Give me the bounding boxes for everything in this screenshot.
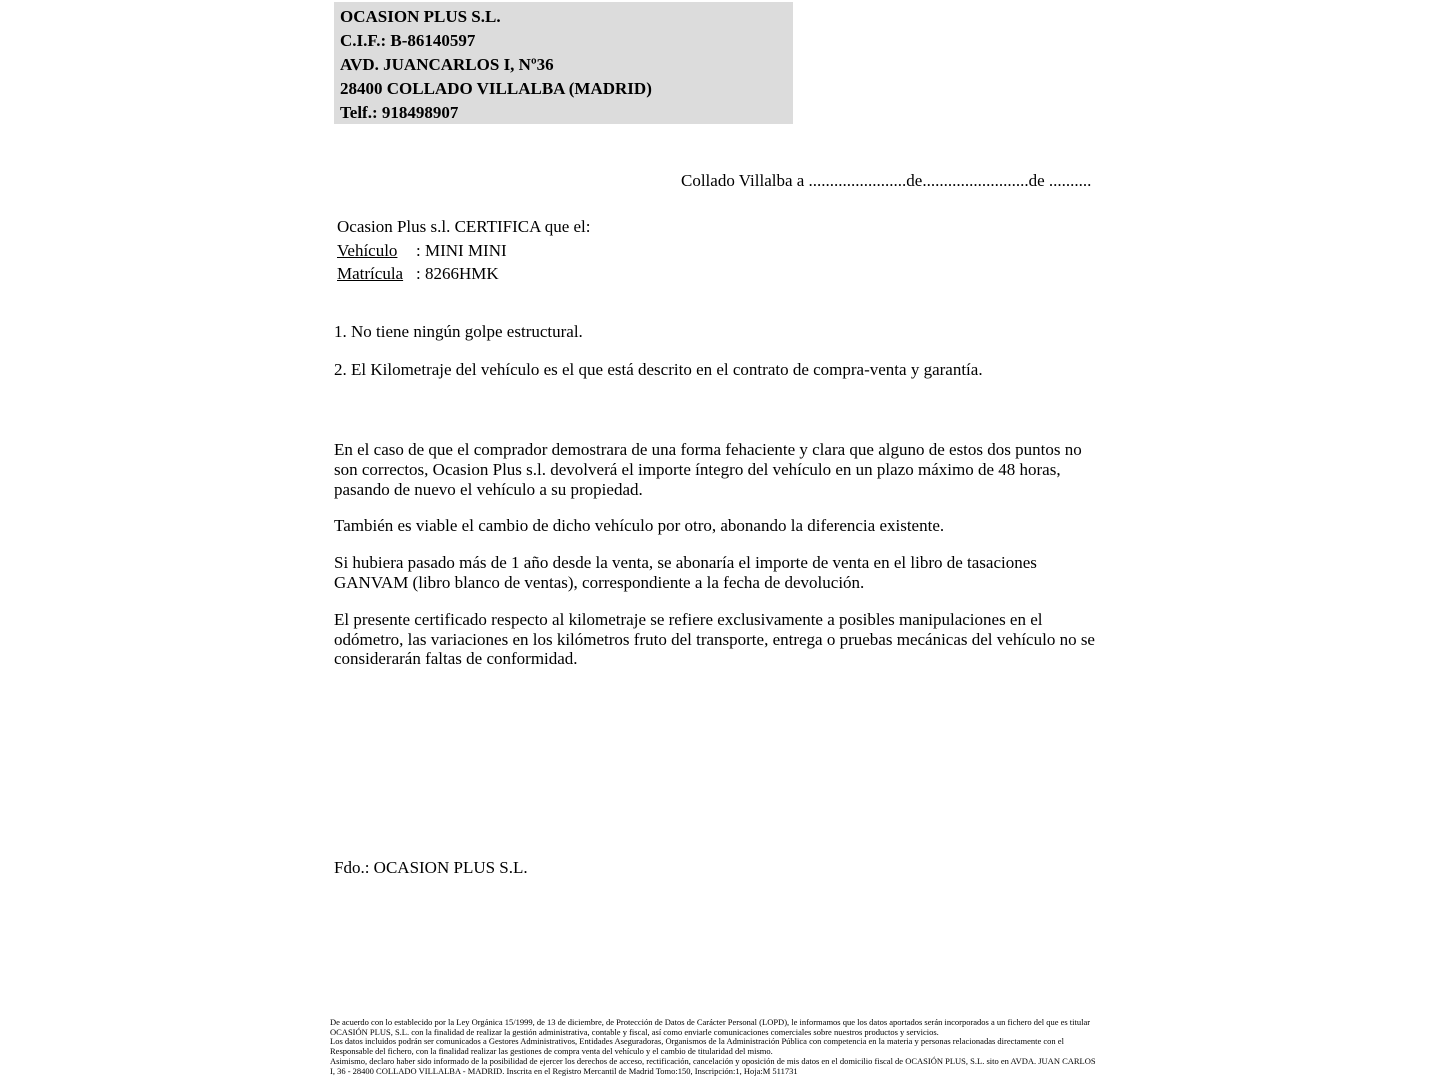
- point-2: 2. El Kilometraje del vehículo es el que está descrito en el contrato de compra-venta y garantía.: [334, 360, 983, 379]
- points-block: [334, 322, 1114, 398]
- certify-block: [337, 215, 591, 286]
- footer-paragraph-data-sharing: Los datos incluidos podrán ser comunicados a Gestores Administrativos, Entidades Aseguradoras, Organismos de la Administración Pública con competencia en la materia y personas relacionadas directamente con el Responsable del fichero, con la finalidad realizar las gestiones de compra venta del vehículo y el cambio de titularidad del mismo.: [330, 1036, 1064, 1057]
- date-line: Collado Villalba a .......................de.........................de ..........: [681, 171, 1092, 190]
- vehicle-value: : MINI MINI: [416, 240, 507, 260]
- vehicle-label: Vehículo: [337, 240, 398, 260]
- footer-paragraph-rights: Asimismo, declaro haber sido informado de la posibilidad de ejercer los derechos de acceso, rectificación, cancelación y oposición de mis datos en el domicilio fiscal de OCASIÓN PLUS, S.L. sito en AVDA. JUAN CARLOS I, 36 - 28400 COLLADO VILLALBA - MADRID. Inscrita en el Registro Mercantil de Madrid Tomo:150, Inscripción:1, Hoja:M 511731: [330, 1055, 1096, 1076]
- company-header-box: [334, 2, 793, 124]
- signature-line: Fdo.: OCASION PLUS S.L.: [334, 858, 528, 877]
- paragraph-odometer: El presente certificado respecto al kilometraje se refiere exclusivamente a posibles manipulaciones en el odómetro, las variaciones en los kilómetros fruto del transporte, entrega o pruebas mecánicas del vehículo no se considerarán faltas de conformidad.: [334, 609, 1095, 669]
- point-1: 1. No tiene ningún golpe estructural.: [334, 322, 583, 341]
- plate-row: [337, 262, 591, 286]
- paragraph-refund: En el caso de que el comprador demostrara de una forma fehaciente y clara que alguno de estos dos puntos no son correctos, Ocasion Plus s.l. devolverá el importe íntegro del vehículo en un plazo máximo de 48 horas, pasando de nuevo el vehículo a su propiedad.: [334, 440, 1082, 499]
- legal-footer: [330, 1018, 1102, 1076]
- footer-paragraph-lopd: De acuerdo con lo establecido por la Ley Orgánica 15/1999, de 13 de diciembre, de Protección de Datos de Carácter Personal (LOPD), le informamos que los datos aportados serán incorporados a un fichero del que es titular OCASIÓN PLUS, S.L. con la finalidad de realizar la gestión administrativa, contable y fiscal, así como enviarle comunicaciones comerciales sobre nuestros productos y servicios.: [330, 1017, 1091, 1037]
- company-cif: C.I.F.: B-86140597: [340, 31, 476, 50]
- company-address: AVD. JUANCARLOS I, Nº36: [340, 55, 554, 74]
- company-name: OCASION PLUS S.L.: [340, 7, 501, 26]
- vehicle-row: [337, 239, 591, 263]
- body-block: [334, 440, 1096, 686]
- company-city: 28400 COLLADO VILLALBA (MADRID): [340, 79, 652, 98]
- company-phone: Telf.: 918498907: [340, 103, 459, 122]
- plate-label: Matrícula: [337, 264, 404, 283]
- certify-intro: Ocasion Plus s.l. CERTIFICA que el:: [337, 217, 591, 236]
- paragraph-exchange: También es viable el cambio de dicho vehículo por otro, abonando la diferencia existente.: [334, 516, 945, 536]
- plate-value: : 8266HMK: [416, 264, 499, 283]
- paragraph-ganvam: Si hubiera pasado más de 1 año desde la venta, se abonaría el importe de venta en el libro de tasaciones GANVAM (libro blanco de ventas), correspondiente a la fecha de devolución.: [334, 553, 1037, 592]
